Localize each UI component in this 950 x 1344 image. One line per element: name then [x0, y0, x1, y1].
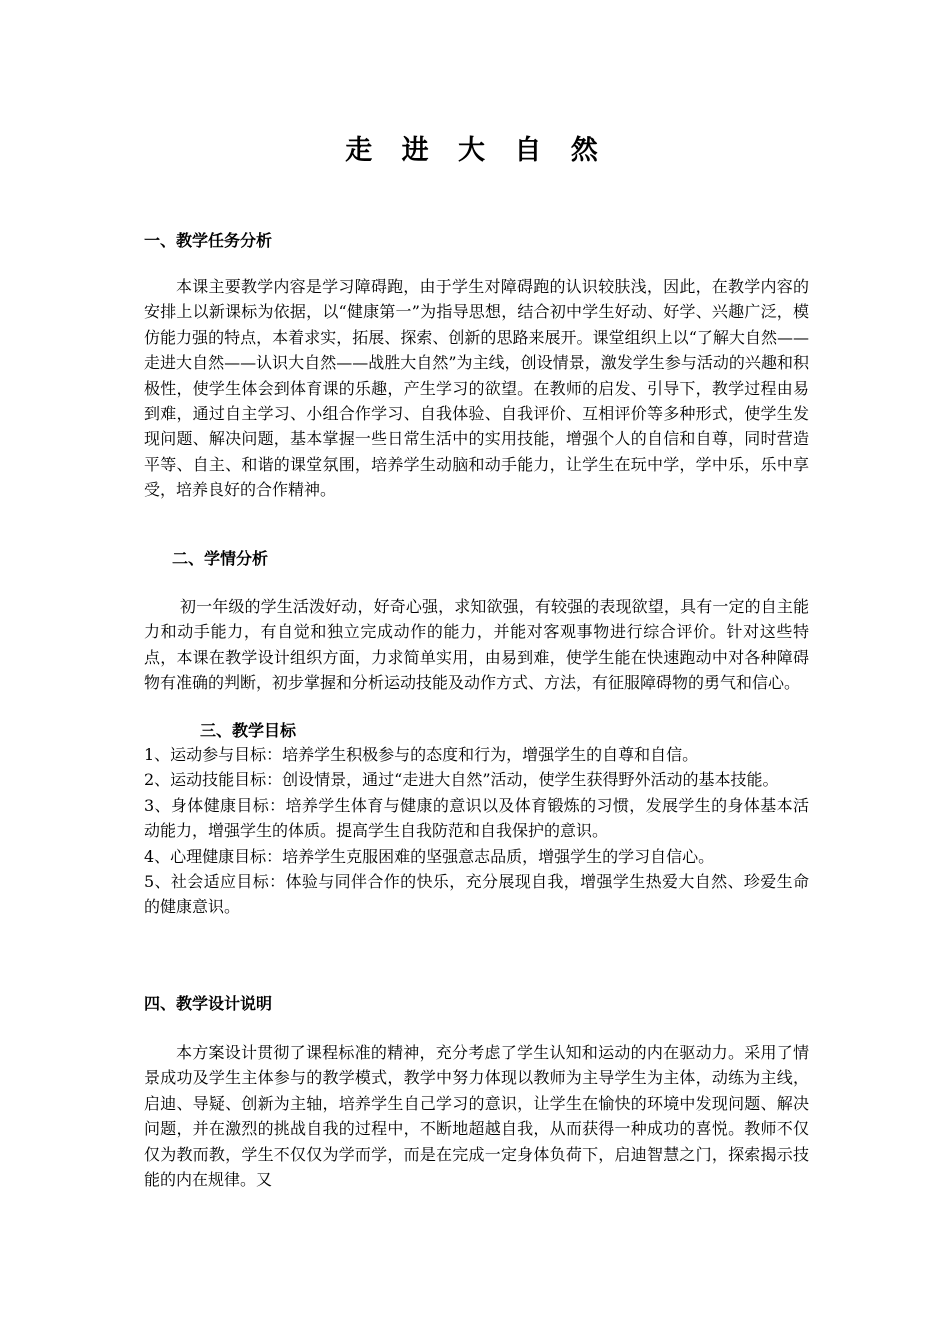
section-heading-design-notes: 四、教学设计说明 [144, 994, 273, 1013]
section-heading-task-analysis: 一、教学任务分析 [144, 231, 273, 250]
list-item: 1、运动参与目标：培养学生积极参与的态度和行为，增强学生的自尊和自信。 [144, 745, 699, 764]
list-item: 3、身体健康目标：培养学生体育与健康的意识以及体育锻炼的习惯，发展学生的身体基本活动能力，增强学生的体质。提高学生自我防范和自我保护的意识。 [144, 795, 809, 841]
section-heading-teaching-goals: 三、教学目标 [200, 721, 297, 740]
teaching-goals-list [144, 742, 809, 920]
list-item: 4、心理健康目标：培养学生克服困难的坚强意志品质，增强学生的学习自信心。 [144, 846, 715, 866]
section-paragraph-task-analysis: 本课主要教学内容是学习障碍跑，由于学生对障碍跑的认识较肤浅，因此，在教学内容的安排上以新课标为依据，以“健康第一”为指导思想，结合初中学生好动、好学、兴趣广泛，模仿能力强的特点，本着求实，拓展、探索、创新的思路来展开。课堂组织上以“了解大自然——走进大自然——认识大自然——战胜大自然”为主线，创设情景，激发学生参与活动的兴趣和积极性，使学生体会到体育课的乐趣，产生学习的欲望。在教师的启发、引导下，教学过程由易到难，通过自主学习、小组合作学习、自我体验、自我评价、互相评价等多种形式，使学生发现问题、解决问题，基本掌握一些日常生活中的实用技能，增强个人的自信和自尊，同时营造平等、自主、和谐的课堂氛围，培养学生动脑和动手能力，让学生在玩中学，学中乐，乐中享受，培养良好的合作精神。 [144, 277, 809, 500]
section-paragraph-student-analysis: 初一年级的学生活泼好动，好奇心强，求知欲强，有较强的表现欲望，具有一定的自主能力和动手能力，有自觉和独立完成动作的能力，并能对客观事物进行综合评价。针对这些特点，本课在教学设计组织方面，力求简单实用，由易到难，使学生能在快速跑动中对各种障碍物有准确的判断，初步掌握和分析运动技能及动作方式、方法，有征服障碍物的勇气和信心。 [144, 597, 809, 693]
section-heading-student-analysis: 二、学情分析 [172, 549, 269, 568]
list-item: 2、运动技能目标：创设情景，通过“走进大自然”活动，使学生获得野外活动的基本技能。 [144, 770, 779, 790]
document-title: 走 进 大 自 然 [345, 135, 608, 166]
section-paragraph-design-notes: 本方案设计贯彻了课程标准的精神，充分考虑了学生认知和运动的内在驱动力。采用了情景成功及学生主体参与的教学模式，教学中努力体现以教师为主导学生为主体，动练为主线，启迪、导疑、创新为主轴，培养学生自己学习的意识，让学生在愉快的环境中发现问题、解决问题，并在激烈的挑战自我的过程中，不断地超越自我，从而获得一种成功的喜悦。教师不仅仅为教而教，学生不仅仅为学而学，而是在完成一定身体负荷下，启迪智慧之门，探索揭示技能的内在规律。又 [144, 1043, 809, 1190]
list-item: 5、社会适应目标：体验与同伴合作的快乐，充分展现自我，增强学生热爱大自然、珍爱生命的健康意识。 [144, 872, 809, 917]
